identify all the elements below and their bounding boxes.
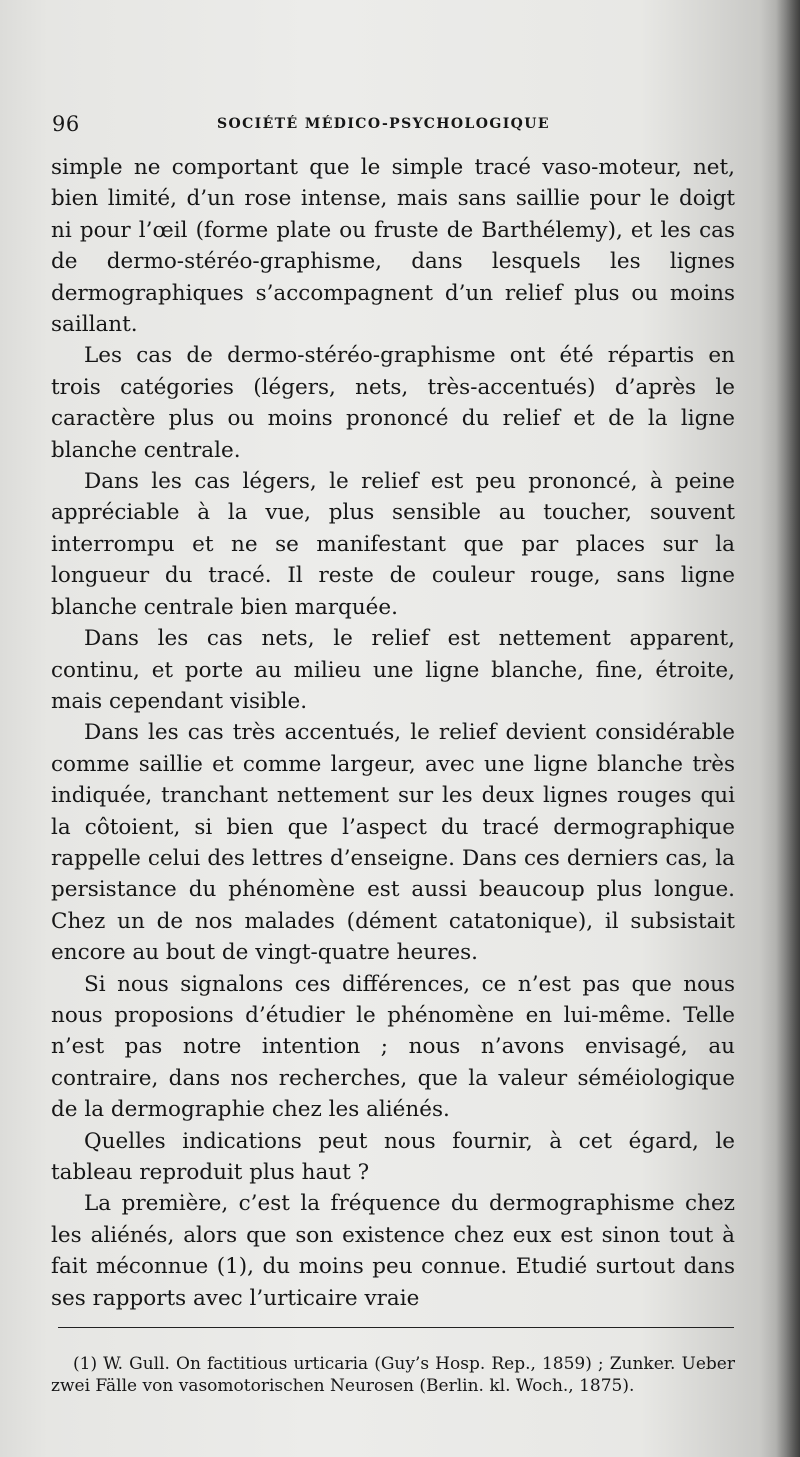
body-text <box>51 152 735 1314</box>
paragraph: Quelles indications peut nous fournir, à cet égard, le tableau reproduit plus haut ? <box>51 1128 735 1185</box>
footnote-text: (1) W. Gull. On factitious urticaria (Guy’s Hosp. Rep., 1859) ; Zunker. Ueber zwei Fälle von vasomotorischen Neurosen (Berlin. kl. Woch., 1875). <box>51 1354 735 1396</box>
running-head: SOCIÉTÉ MÉDICO-PSYCHOLOGIQUE <box>217 116 550 132</box>
footnote <box>51 1353 735 1397</box>
paragraph: Dans les cas légers, le relief est peu prononcé, à peine appréciable à la vue, plus sensible au toucher, souvent interrompu et ne se manifestant que par places sur la longueur du tracé. Il reste de couleur rouge, sans ligne blanche centrale bien marquée. <box>51 469 735 620</box>
paragraph: Les cas de dermo-stéréo-graphisme ont été répartis en trois catégories (légers, nets, très-accentués) d’après le caractère plus ou moins prononcé du relief et de la ligne blanche centrale. <box>51 343 735 463</box>
paragraph: La première, c’est la fréquence du dermographisme chez les aliénés, alors que son existence chez eux est sinon tout à fait méconnue (1), du moins peu connue. Etudié surtout dans ses rapports avec l’urticaire vraie <box>51 1191 735 1311</box>
footnote-separator <box>58 1327 734 1328</box>
page-number: 96 <box>52 112 80 136</box>
paragraph: Dans les cas nets, le relief est nettement apparent, continu, et porte au milieu une ligne blanche, fine, étroite, mais cependant visible. <box>51 626 735 714</box>
page-header <box>52 112 732 142</box>
paragraph: Si nous signalons ces différences, ce n’est pas que nous nous proposions d’étudier le phénomène en lui-même. Telle n’est pas notre intention ; nous n’avons envisagé, au contraire, dans nos recherches, que la valeur séméiologique de la dermographie chez les aliénés. <box>51 971 735 1123</box>
paragraph-continued: simple ne comportant que le simple tracé vaso-moteur, net, bien limité, d’un rose intense, mais sans saillie pour le doigt ni pour l’œil (forme plate ou fruste de Barthélemy), et les cas de dermo-stéréo-graphisme, dans lesquels les lignes dermographiques s’accompagnent d’un relief plus ou moins saillant. <box>51 155 735 338</box>
page-gutter-shadow <box>776 0 800 1457</box>
paragraph: Dans les cas très accentués, le relief devient considérable comme saillie et comme largeur, avec une ligne blanche très indiquée, tranchant nettement sur les deux lignes rouges qui la côtoient, si bien que l’aspect du tracé dermographique rappelle celui des lettres d’enseigne. Dans ces derniers cas, la persistance du phénomène est aussi beaucoup plus longue. Chez un de nos malades (dément catatonique), il subsistait encore au bout de vingt-quatre heures. <box>51 720 735 966</box>
